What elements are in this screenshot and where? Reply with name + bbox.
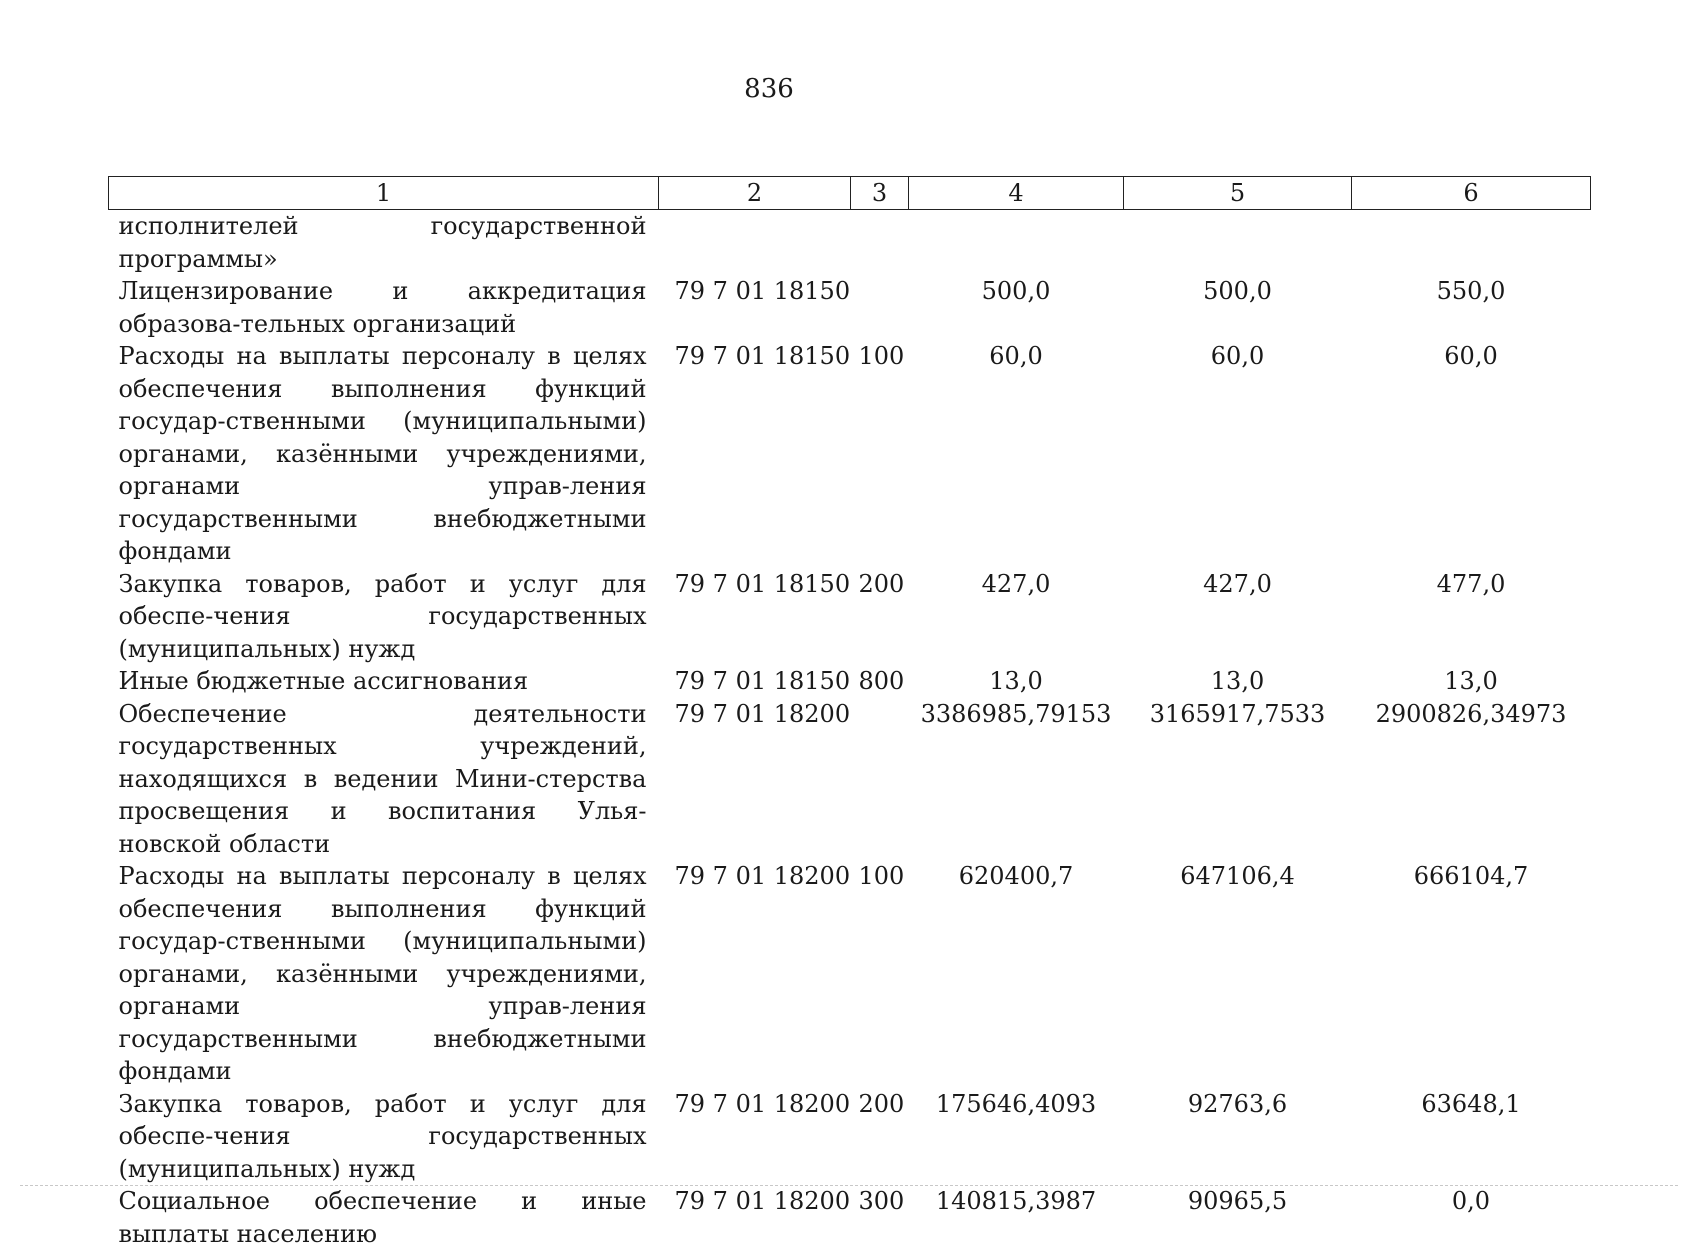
row-value-3: 477,0 — [1352, 568, 1591, 666]
page-number — [0, 74, 1698, 104]
table-row — [109, 1088, 1591, 1186]
header-col-2: 2 — [659, 177, 851, 210]
table-row — [109, 340, 1591, 568]
row-expense-type: 100 — [851, 860, 909, 1088]
row-value-3: 63648,1 — [1352, 1088, 1591, 1186]
row-value-1: 60,0 — [909, 340, 1124, 568]
table-row — [109, 275, 1591, 340]
row-expense-type: 100 — [851, 340, 909, 568]
row-target-code: 79 7 01 18200 — [659, 860, 851, 1088]
row-value-1: 13,0 — [909, 665, 1124, 698]
row-value-1: 620400,7 — [909, 860, 1124, 1088]
row-target-code: 79 7 01 18150 — [659, 275, 851, 340]
row-value-2: 427,0 — [1124, 568, 1352, 666]
table-row — [109, 698, 1591, 861]
table-row — [109, 1185, 1591, 1250]
table-row — [109, 210, 1591, 276]
budget-table — [108, 176, 1591, 1250]
header-col-5: 5 — [1124, 177, 1352, 210]
row-value-1: 3386985,79153 — [909, 698, 1124, 861]
row-name: Расходы на выплаты персоналу в целях обеспечения выполнения функций государ-ственными (муниципальными) органами, казёнными учреждениями, органами управ-ления государственными внебюджетными фондами — [109, 340, 659, 568]
row-value-3: 2900826,34973 — [1352, 698, 1591, 861]
page-number-text: 836 — [744, 74, 794, 104]
row-value-2 — [1124, 210, 1352, 276]
row-value-3: 0,0 — [1352, 1185, 1591, 1250]
row-target-code: 79 7 01 18150 — [659, 568, 851, 666]
row-name: исполнителей государственной программы» — [109, 210, 659, 276]
row-name: Иные бюджетные ассигнования — [109, 665, 659, 698]
table-row — [109, 568, 1591, 666]
row-name: Лицензирование и аккредитация образова-тельных организаций — [109, 275, 659, 340]
row-expense-type: 800 — [851, 665, 909, 698]
row-expense-type: 200 — [851, 1088, 909, 1186]
row-value-1: 427,0 — [909, 568, 1124, 666]
row-value-2: 500,0 — [1124, 275, 1352, 340]
row-target-code — [659, 210, 851, 276]
row-expense-type: 200 — [851, 568, 909, 666]
row-target-code: 79 7 01 18200 — [659, 1185, 851, 1250]
row-value-2: 90965,5 — [1124, 1185, 1352, 1250]
row-value-3: 666104,7 — [1352, 860, 1591, 1088]
row-expense-type — [851, 275, 909, 340]
table-body — [109, 210, 1591, 1250]
row-name: Обеспечение деятельности государственных учреждений, находящихся в ведении Мини-стерства просвещения и воспитания Улья-новской области — [109, 698, 659, 861]
row-value-2: 60,0 — [1124, 340, 1352, 568]
header-col-4: 4 — [909, 177, 1124, 210]
page-bottom-edge — [20, 1185, 1678, 1186]
row-name: Закупка товаров, работ и услуг для обеспе-чения государственных (муниципальных) нужд — [109, 1088, 659, 1186]
row-value-3 — [1352, 210, 1591, 276]
row-value-2: 92763,6 — [1124, 1088, 1352, 1186]
row-value-2: 3165917,7533 — [1124, 698, 1352, 861]
header-row — [109, 177, 1591, 210]
row-expense-type — [851, 210, 909, 276]
row-value-3: 550,0 — [1352, 275, 1591, 340]
row-target-code: 79 7 01 18150 — [659, 665, 851, 698]
table-header — [109, 177, 1591, 210]
row-value-1 — [909, 210, 1124, 276]
row-name: Социальное обеспечение и иные выплаты населению — [109, 1185, 659, 1250]
row-name: Закупка товаров, работ и услуг для обеспе-чения государственных (муниципальных) нужд — [109, 568, 659, 666]
row-value-3: 13,0 — [1352, 665, 1591, 698]
row-value-1: 175646,4093 — [909, 1088, 1124, 1186]
row-value-1: 500,0 — [909, 275, 1124, 340]
row-value-1: 140815,3987 — [909, 1185, 1124, 1250]
row-target-code: 79 7 01 18150 — [659, 340, 851, 568]
row-target-code: 79 7 01 18200 — [659, 698, 851, 861]
header-col-1: 1 — [109, 177, 659, 210]
row-name: Расходы на выплаты персоналу в целях обеспечения выполнения функций государ-ственными (муниципальными) органами, казёнными учреждениями, органами управ-ления государственными внебюджетными фондами — [109, 860, 659, 1088]
row-value-2: 13,0 — [1124, 665, 1352, 698]
row-value-3: 60,0 — [1352, 340, 1591, 568]
table-row — [109, 860, 1591, 1088]
table-row — [109, 665, 1591, 698]
header-col-3: 3 — [851, 177, 909, 210]
header-col-6: 6 — [1352, 177, 1591, 210]
row-value-2: 647106,4 — [1124, 860, 1352, 1088]
row-expense-type: 300 — [851, 1185, 909, 1250]
row-target-code: 79 7 01 18200 — [659, 1088, 851, 1186]
row-expense-type — [851, 698, 909, 861]
